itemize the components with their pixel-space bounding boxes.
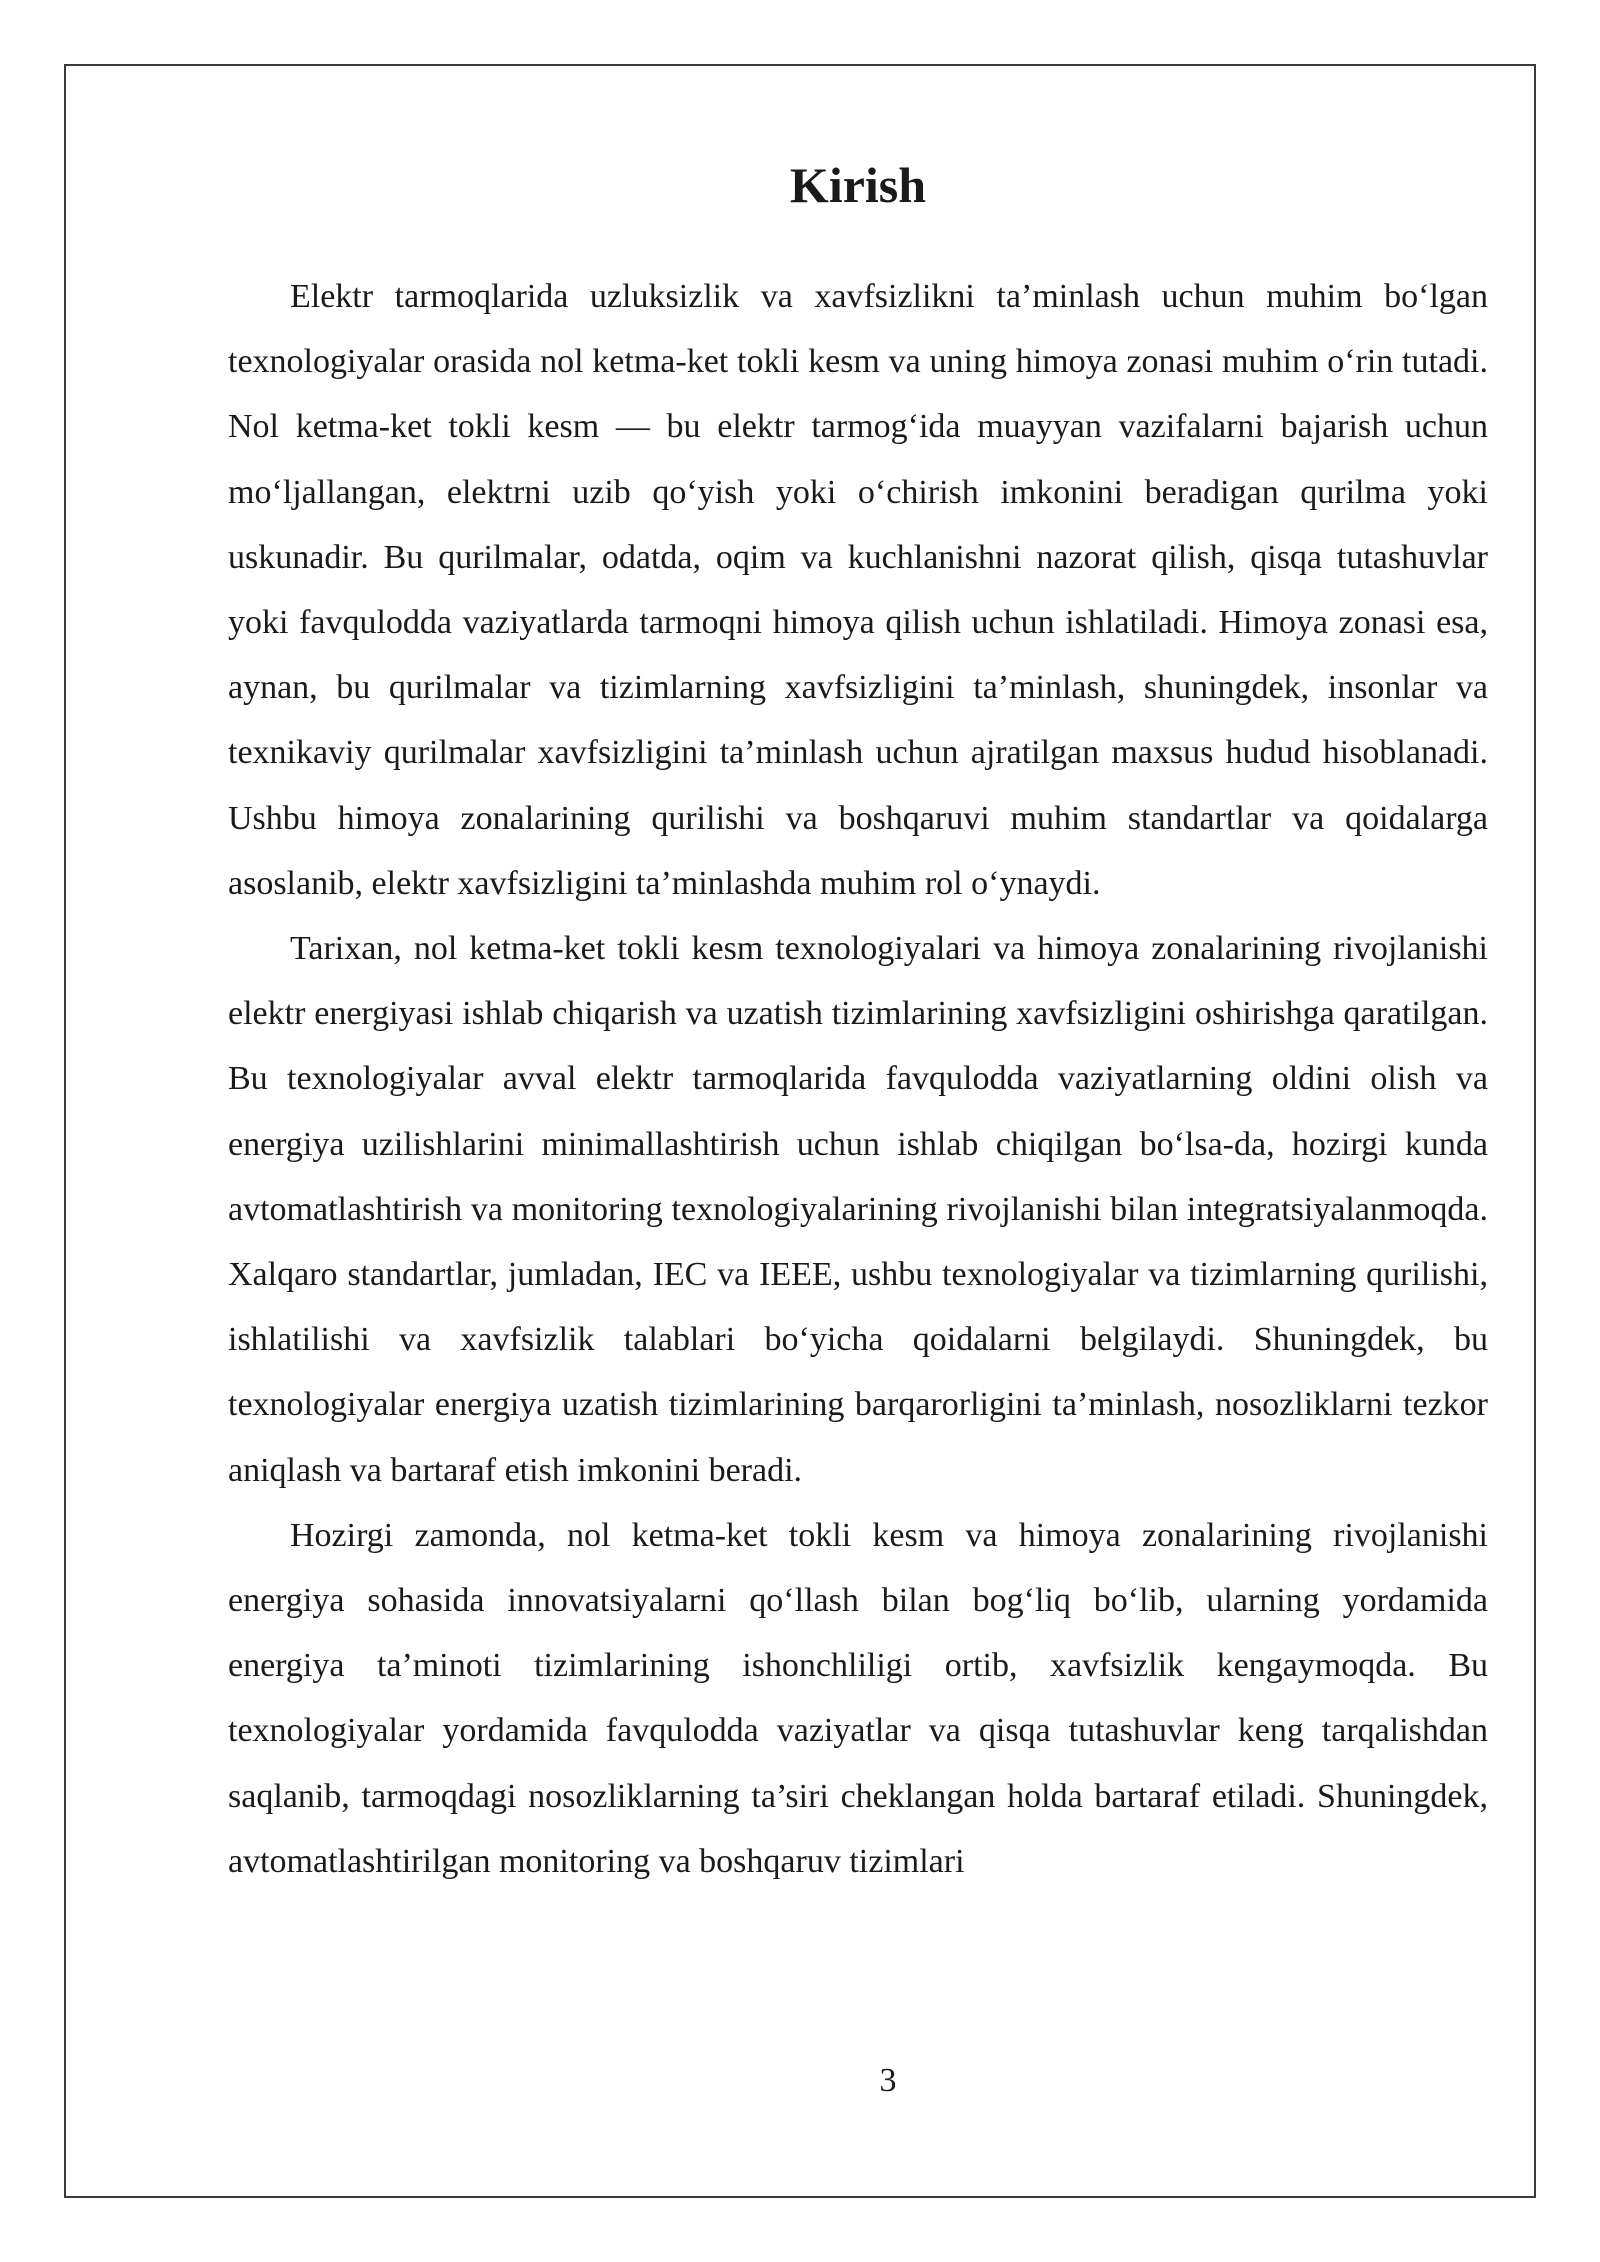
paragraph-2: Tarixan, nol ketma-ket tokli kesm texnologiyalari va himoya zonalarining rivojlanishi elektr energiyasi ishlab chiqarish va uzatish tizimlarining xavfsizligini oshirishga qaratilgan. Bu texnologiyalar avval elektr tarmoqlarida favqulodda vaziyatlarning oldini olish va energiya uzilishlarini minimallashtirish uchun ishlab chiqilgan bo‘lsa-da, hozirgi kunda avtomatlashtirish va monitoring texnologiyalarining rivojlanishi bilan integratsiyalanmoqda. Xalqaro standartlar, jumladan, IEC va IEEE, ushbu texnologiyalar va tizimlarning qurilishi, ishlatilishi va xavfsizlik talablari bo‘yicha qoidalarni belgilaydi. Shuningdek, bu texnologiyalar energiya uzatish tizimlarining barqarorligini ta’minlash, nosozliklarni tezkor aniqlash va bartaraf etish imkonini beradi. — [228, 930, 1488, 1489]
page-number: 3 — [879, 2062, 897, 2099]
paragraph-1: Elektr tarmoqlarida uzluksizlik va xavfsizlikni ta’minlash uchun muhim bo‘lgan texnologiyalar orasida nol ketma-ket tokli kesm va uning himoya zonasi muhim o‘rin tutadi. Nol ketma-ket tokli kesm — bu elektr tarmog‘ida muayyan vazifalarni bajarish uchun mo‘ljallangan, elektrni uzib qo‘yish yoki o‘chirish imkonini beradigan qurilma yoki uskunadir. Bu qurilmalar, odatda, oqim va kuchlanishni nazorat qilish, qisqa tutashuvlar yoki favqulodda vaziyatlarda tarmoqni himoya qilish uchun ishlatiladi. Himoya zonasi esa, aynan, bu qurilmalar va tizimlarning xavfsizligini ta’minlash, shuningdek, insonlar va texnikaviy qurilmalar xavfsizligini ta’minlash uchun ajratilgan maxsus hudud hisoblanadi. Ushbu himoya zonalarining qurilishi va boshqaruvi muhim standartlar va qoidalarga asoslanib, elektr xavfsizligini ta’minlashda muhim rol o‘ynaydi. — [228, 278, 1488, 902]
document-title: Kirish — [789, 157, 927, 213]
document-body — [228, 150, 1488, 1894]
paragraph-3: Hozirgi zamonda, nol ketma-ket tokli kesm va himoya zonalarining rivojlanishi energiya sohasida innovatsiyalarni qo‘llash bilan bog‘liq bo‘lib, ularning yordamida energiya ta’minoti tizimlarining ishonchliligi ortib, xavfsizlik kengaymoqda. Bu texnologiyalar yordamida favqulodda vaziyatlar va qisqa tutashuvlar keng tarqalishdan saqlanib, tarmoqdagi nosozliklarning ta’siri cheklangan holda bartaraf etiladi. Shuningdek, avtomatlashtirilgan monitoring va boshqaruv tizimlari — [228, 1516, 1488, 1880]
